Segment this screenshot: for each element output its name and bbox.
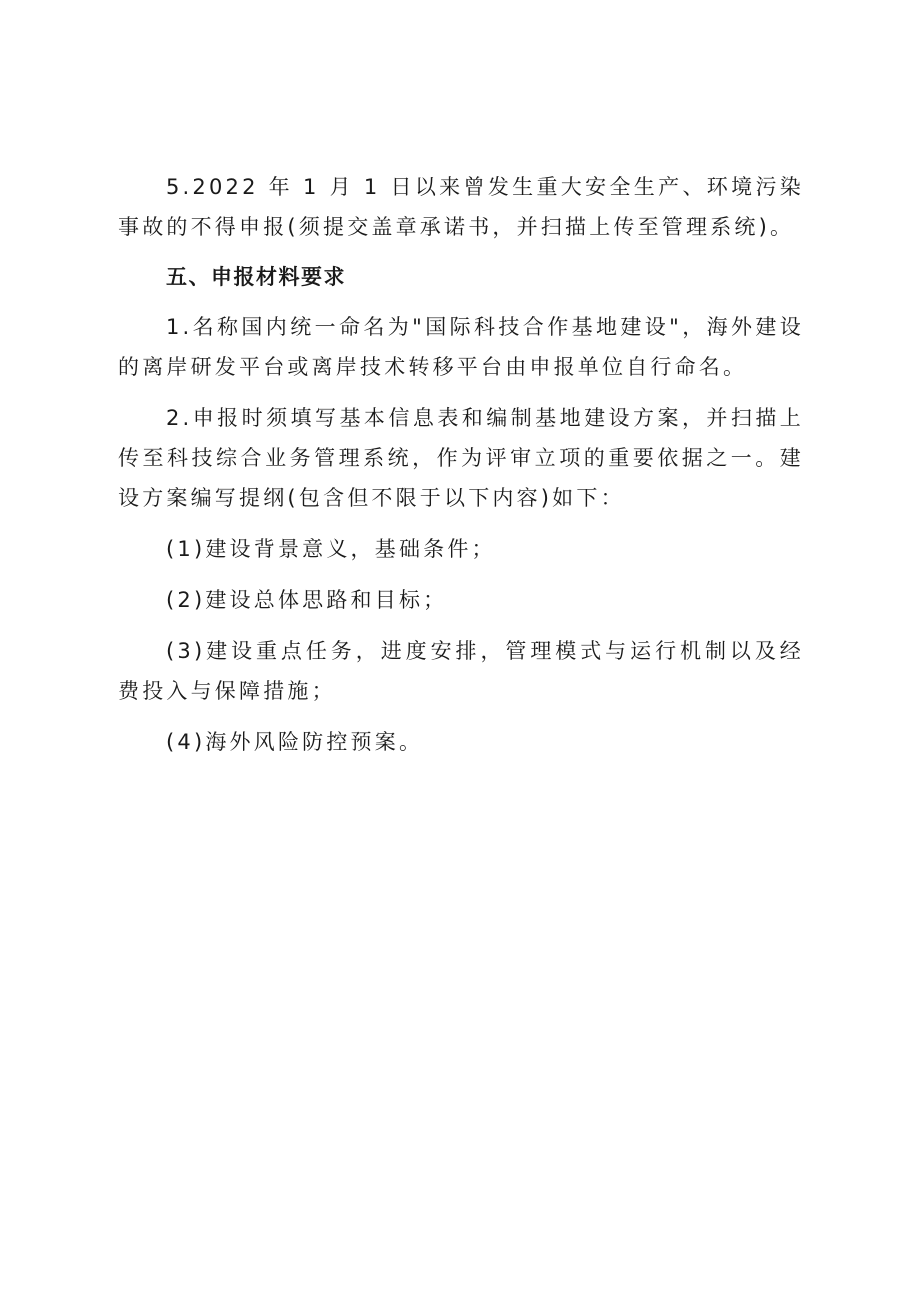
list-item-3: (3)建设重点任务，进度安排，管理模式与运行机制以及经费投入与保障措施；: [118, 639, 804, 703]
list-item-2: (2)建设总体思路和目标；: [166, 588, 448, 612]
list-item-1: (1)建设背景意义，基础条件；: [166, 537, 496, 561]
paragraph-item-5-accident-restriction: 5.2022 年 1 月 1 日以来曾发生重大安全生产、环境污染事故的不得申报(须提交盖章承诺书，并扫描上传至管理系统)。: [118, 175, 804, 239]
spacer: [118, 518, 804, 529]
spacer: [118, 387, 804, 398]
document-body: [118, 167, 804, 762]
spacer: [118, 247, 804, 257]
spacer: [118, 620, 804, 631]
list-item-4: (4)海外风险防控预案。: [166, 730, 424, 754]
spacer: [118, 711, 804, 722]
section-heading-five: 五、申报材料要求: [166, 265, 346, 289]
spacer: [118, 297, 804, 307]
paragraph-item-1-naming: 1.名称国内统一命名为"国际科技合作基地建设"，海外建设的离岸研发平台或离岸技术转移平台由申报单位自行命名。: [118, 315, 804, 379]
spacer: [118, 569, 804, 580]
paragraph-item-2-submission: 2.申报时须填写基本信息表和编制基地建设方案，并扫描上传至科技综合业务管理系统，作为评审立项的重要依据之一。建设方案编写提纲(包含但不限于以下内容)如下：: [118, 406, 804, 510]
